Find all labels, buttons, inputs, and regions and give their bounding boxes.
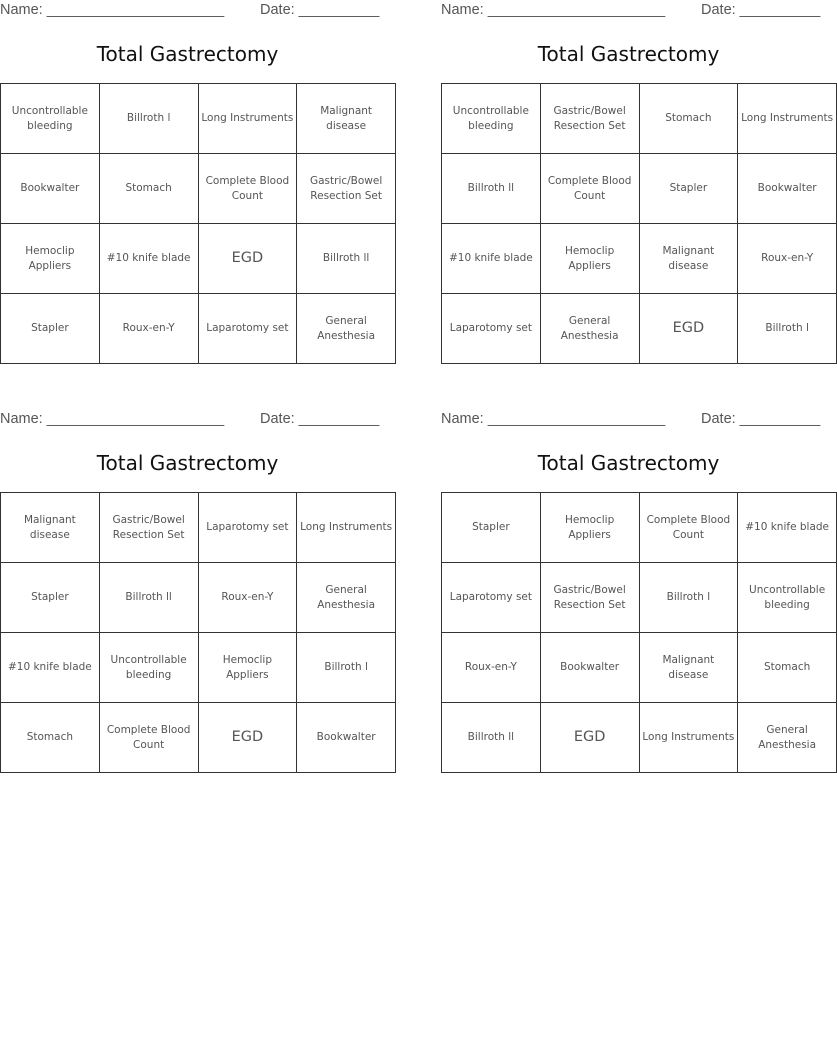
grid-cell: General Anesthesia [297,294,396,364]
bingo-card [0,0,383,365]
grid-cell: Malignant disease [639,224,738,294]
grid-cell: General Anesthesia [297,563,396,633]
grid-cell: #10 knife blade [99,224,198,294]
name-field: Name: ______________________ [0,2,225,18]
grid-cell: #10 knife blade [442,224,541,294]
grid-cell: Long Instruments [738,84,837,154]
grid-cell: Uncontrollable bleeding [738,563,837,633]
card-header [0,2,380,20]
grid-cell: Long Instruments [198,84,297,154]
grid-cell: Bookwalter [540,633,639,703]
grid-row [1,84,396,154]
grid-cell: Billroth ll [297,224,396,294]
grid-row [442,154,837,224]
grid-cell: Stomach [738,633,837,703]
card-header [441,2,821,20]
grid-cell: Stapler [442,493,541,563]
card-title: Total Gastrectomy [96,42,279,66]
grid-cell: Stapler [1,294,100,364]
date-field: Date: __________ [701,2,821,18]
grid-row [442,493,837,563]
grid-cell: Bookwalter [297,703,396,773]
bingo-grid [0,492,396,773]
bingo-grid [441,83,837,364]
grid-cell: Malignant disease [639,633,738,703]
date-field: Date: __________ [701,411,821,427]
grid-row [1,633,396,703]
grid-cell: Gastric/Bowel Resection Set [99,493,198,563]
grid-cell: Bookwalter [738,154,837,224]
grid-cell: #10 knife blade [1,633,100,703]
grid-cell: Billroth ll [99,563,198,633]
grid-cell: Hemoclip Appliers [1,224,100,294]
grid-cell: Gastric/Bowel Resection Set [540,84,639,154]
grid-cell: Stapler [639,154,738,224]
card-title: Total Gastrectomy [537,451,720,475]
free-space-cell: EGD [198,703,297,773]
grid-row [442,84,837,154]
grid-row [1,703,396,773]
grid-cell: Bookwalter [1,154,100,224]
bingo-card [441,409,830,774]
grid-cell: Billroth l [99,84,198,154]
grid-cell: General Anesthesia [540,294,639,364]
grid-cell: Laparotomy set [198,493,297,563]
grid-cell: Billroth ll [442,703,541,773]
grid-cell: #10 knife blade [738,493,837,563]
bingo-grid [441,492,837,773]
grid-cell: Long Instruments [639,703,738,773]
bingo-card [441,0,834,365]
grid-cell: Roux-en-Y [738,224,837,294]
grid-cell: Roux-en-Y [442,633,541,703]
grid-row [1,154,396,224]
grid-cell: Roux-en-Y [99,294,198,364]
date-field: Date: __________ [260,2,380,18]
grid-cell: Stomach [639,84,738,154]
grid-row [442,703,837,773]
grid-cell: Laparotomy set [442,563,541,633]
card-title: Total Gastrectomy [96,451,279,475]
grid-cell: Hemoclip Appliers [198,633,297,703]
grid-cell: Billroth l [297,633,396,703]
grid-cell: Roux-en-Y [198,563,297,633]
grid-row [1,294,396,364]
name-field: Name: ______________________ [0,411,225,427]
grid-row [1,224,396,294]
grid-cell: Complete Blood Count [540,154,639,224]
grid-cell: Laparotomy set [442,294,541,364]
name-field: Name: ______________________ [441,2,666,18]
date-field: Date: __________ [260,411,380,427]
grid-cell: Billroth ll [442,154,541,224]
grid-cell: Laparotomy set [198,294,297,364]
grid-row [1,493,396,563]
grid-cell: Stomach [99,154,198,224]
grid-cell: Billroth l [639,563,738,633]
free-space-cell: EGD [639,294,738,364]
grid-row [442,294,837,364]
grid-cell: Uncontrollable bleeding [1,84,100,154]
grid-cell: Uncontrollable bleeding [442,84,541,154]
grid-cell: Complete Blood Count [639,493,738,563]
grid-cell: Malignant disease [297,84,396,154]
grid-cell: Complete Blood Count [99,703,198,773]
grid-row [442,563,837,633]
grid-cell: Stapler [1,563,100,633]
grid-cell: Uncontrollable bleeding [99,633,198,703]
grid-cell: Hemoclip Appliers [540,493,639,563]
grid-cell: Long Instruments [297,493,396,563]
name-field: Name: ______________________ [441,411,666,427]
grid-cell: Gastric/Bowel Resection Set [297,154,396,224]
grid-row [1,563,396,633]
grid-cell: Gastric/Bowel Resection Set [540,563,639,633]
grid-cell: General Anesthesia [738,703,837,773]
bingo-grid [0,83,396,364]
free-space-cell: EGD [198,224,297,294]
card-header [441,411,821,429]
grid-row [442,633,837,703]
card-header [0,411,380,429]
bingo-card [0,409,393,774]
grid-cell: Billroth l [738,294,837,364]
grid-cell: Malignant disease [1,493,100,563]
card-title: Total Gastrectomy [537,42,720,66]
free-space-cell: EGD [540,703,639,773]
grid-row [442,224,837,294]
grid-cell: Stomach [1,703,100,773]
grid-cell: Complete Blood Count [198,154,297,224]
grid-cell: Hemoclip Appliers [540,224,639,294]
